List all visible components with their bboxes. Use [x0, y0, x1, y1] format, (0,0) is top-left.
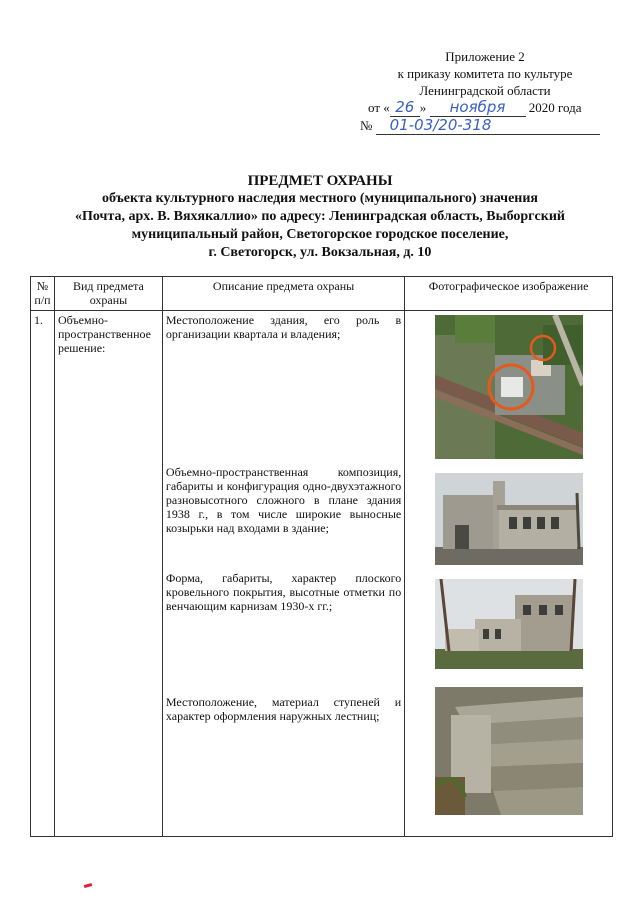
red-ink-mark [84, 883, 93, 888]
title-line-1: объекта культурного наследия местного (муниципального) значения [101, 191, 538, 206]
appendix-line-1: Приложение 2 [445, 49, 525, 64]
title-heading: ПРЕДМЕТ ОХРАНЫ [247, 173, 393, 189]
description-4: Местоположение, материал ступеней и характер оформления наружных лестниц; [165, 695, 402, 723]
table-row [31, 311, 613, 837]
header-description: Описание предмета охраны [162, 277, 404, 311]
header-type: Вид предмета охраны [54, 277, 162, 311]
description-1: Местоположение здания, его роль в организации квартала и владения; [165, 313, 402, 341]
aerial-map-image [435, 315, 583, 459]
date-day: 26 [390, 99, 420, 117]
header-photo: Фотографическое изображение [405, 277, 613, 311]
number-prefix: № [360, 118, 373, 133]
appendix-line-3: Ленинградской области [419, 83, 551, 98]
description-3: Форма, габариты, характер плоского кровельного покрытия, высотные отметки по венчающим карнизам 1930-х гг.; [165, 571, 402, 613]
document-title [0, 172, 640, 262]
title-line-3: муниципальный район, Светогорское городское поселение, [131, 227, 509, 242]
title-line-2: «Почта, арх. В. Вяхякаллио» по адресу: Ленинградская область, Выборгский [75, 209, 565, 224]
row-photos [405, 311, 613, 837]
building-side-photo [435, 579, 583, 669]
protection-table [30, 276, 613, 837]
row-type: Объемно-пространственное решение: [54, 311, 162, 837]
appendix-block [360, 48, 610, 135]
description-2: Объемно-пространственная композиция, габариты и конфигурация одно-двухэтажного разновысотного сложного в плане здания 1938 г., в том числе широкие выносные козырьки над входами в здание; [165, 465, 402, 535]
row-descriptions [162, 311, 404, 837]
date-mid: » [419, 100, 427, 115]
number-value: 01-03/20-318 [376, 117, 600, 135]
appendix-number [360, 117, 610, 135]
table-header-row [31, 277, 613, 311]
appendix-line-2: к приказу комитета по культуре [397, 66, 573, 81]
row-num: 1. [31, 311, 55, 837]
date-prefix: от « [368, 100, 390, 115]
exterior-stairs-photo [435, 687, 583, 815]
appendix-date [360, 99, 610, 117]
header-num: № п/п [31, 277, 55, 311]
title-line-4: г. Светогорск, ул. Вокзальная, д. 10 [208, 245, 432, 260]
date-month: ноября [430, 99, 526, 117]
building-front-photo [435, 473, 583, 565]
date-year: 2020 года [528, 100, 582, 115]
